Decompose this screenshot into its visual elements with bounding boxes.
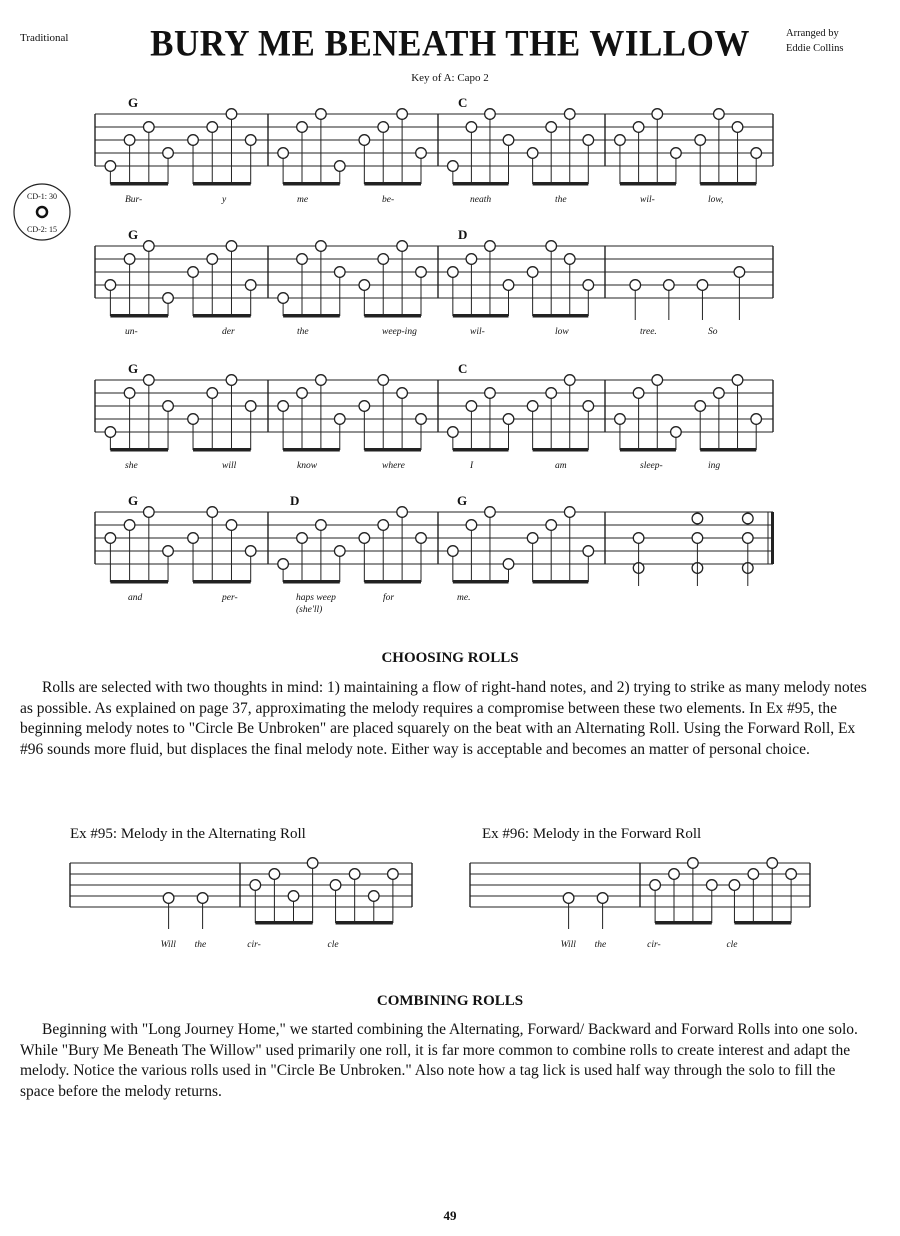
key-line: Key of A: Capo 2 — [411, 72, 489, 84]
tab-note — [527, 267, 538, 278]
tab-note — [368, 891, 379, 902]
note-beam — [283, 448, 340, 452]
example-lyric: cle — [327, 940, 339, 950]
tab-note — [316, 375, 327, 386]
tab-note — [144, 507, 155, 518]
tab-note — [743, 513, 754, 524]
tab-note — [349, 869, 360, 880]
tab-note — [615, 135, 626, 146]
note-beam — [283, 314, 340, 318]
tab-note — [226, 520, 237, 531]
chord-symbol-C: C — [458, 95, 468, 110]
tab-note — [144, 241, 155, 252]
example-96-title: Ex #96: Melody in the Forward Roll — [482, 826, 702, 842]
tab-note — [307, 858, 318, 869]
tab-note — [359, 533, 370, 544]
cd-hole-icon — [37, 207, 47, 217]
note-beam — [533, 182, 589, 186]
tab-note — [245, 135, 256, 146]
lyric-syllable: low — [555, 327, 569, 337]
chord-symbol-D: D — [458, 227, 468, 242]
tab-note — [633, 533, 644, 544]
tab-note — [416, 533, 427, 544]
tab-note — [485, 109, 496, 120]
tab-note — [546, 520, 557, 531]
tab-staff-system-3 — [95, 380, 773, 432]
tab-note — [226, 375, 237, 386]
tab-note — [330, 880, 341, 891]
example-lyric: cle — [726, 940, 738, 950]
lyric-syllable: me. — [457, 593, 471, 603]
tab-note — [751, 414, 762, 425]
note-beam — [700, 448, 756, 452]
tab-note — [207, 122, 218, 133]
tab-note — [334, 414, 345, 425]
tab-note — [650, 880, 661, 891]
tab-note — [583, 280, 594, 291]
chord-symbol-D: D — [290, 493, 300, 508]
example-staff-1 — [70, 863, 412, 907]
tab-note — [448, 267, 459, 278]
tab-note — [278, 148, 289, 159]
tab-note — [466, 122, 477, 133]
tab-note — [527, 401, 538, 412]
tab-note — [250, 880, 261, 891]
note-beam — [193, 580, 251, 584]
lyric-syllable: weep-ing — [382, 327, 417, 337]
note-beam — [700, 182, 756, 186]
lyric-syllable: un- — [125, 327, 138, 337]
tab-note — [269, 869, 280, 880]
tab-note — [633, 388, 644, 399]
tab-note — [503, 414, 514, 425]
tab-note — [546, 122, 557, 133]
tab-note — [546, 241, 557, 252]
lyric-syllable: wil- — [640, 195, 655, 205]
tab-note — [732, 375, 743, 386]
tab-note — [751, 148, 762, 159]
example-lyric: the — [594, 940, 607, 950]
tab-note — [297, 388, 308, 399]
note-beam — [620, 448, 676, 452]
lyric-syllable: and — [128, 593, 143, 603]
note-beam — [193, 314, 251, 318]
tab-note — [124, 388, 135, 399]
lyric-syllable: be- — [382, 195, 395, 205]
tab-note — [226, 109, 237, 120]
tab-note — [245, 280, 256, 291]
paragraph-choosing-rolls-text: Rolls are selected with two thoughts in mind: 1) maintaining a flow of right-hand notes, and 2) trying to strike as many melody notes as possible. As explained on page 37, approximating the melody requires a compromise between these two elements. In Ex #95, the beginning melody notes to "Circle Be Unbroken" are placed squarely on the beat with an Alternating Roll. Using the Forward Roll, Ex #96 sounds more fluid, but displaces the final melody note. Either way is acceptable and becomes an matter of personal choice. — [20, 679, 867, 758]
tab-note — [188, 533, 199, 544]
tab-note — [503, 559, 514, 570]
tab-note — [416, 148, 427, 159]
note-beam — [453, 314, 509, 318]
tab-note — [188, 135, 199, 146]
example-lyric: Will — [560, 940, 576, 950]
tab-note — [378, 520, 389, 531]
tab-note — [671, 427, 682, 438]
tab-note — [527, 148, 538, 159]
tab-note — [316, 520, 327, 531]
example-lyric: Will — [160, 940, 176, 950]
tab-note — [664, 280, 675, 291]
tab-note — [297, 254, 308, 265]
tab-note — [734, 267, 745, 278]
tab-note — [583, 135, 594, 146]
heading-choosing-rolls: CHOOSING ROLLS — [381, 650, 519, 666]
tab-note — [207, 388, 218, 399]
tab-note — [564, 507, 575, 518]
tab-note — [163, 401, 174, 412]
tab-note — [583, 546, 594, 557]
chord-symbol-C: C — [458, 361, 468, 376]
tab-note — [105, 161, 116, 172]
lyric-syllable: tree. — [640, 327, 657, 337]
note-beam — [364, 580, 421, 584]
chord-symbol-G: G — [128, 227, 139, 242]
tab-note — [163, 546, 174, 557]
tab-note — [448, 161, 459, 172]
chord-symbol-G: G — [128, 361, 139, 376]
note-beam — [453, 448, 509, 452]
note-beam — [533, 580, 589, 584]
tab-note — [278, 401, 289, 412]
lyric-syllable: for — [383, 593, 395, 603]
tab-note — [288, 891, 299, 902]
tab-note — [397, 241, 408, 252]
chord-symbol-G: G — [128, 95, 139, 110]
song-title: BURY ME BENEATH THE WILLOW — [150, 23, 750, 64]
tab-note — [297, 122, 308, 133]
note-beam — [364, 448, 421, 452]
note-beam — [110, 182, 168, 186]
example-95-title: Ex #95: Melody in the Alternating Roll — [70, 826, 306, 842]
paragraph-combining-rolls-text: Beginning with "Long Journey Home," we started combining the Alternating, Forward/ Backward and Forward Rolls into one solo. While "Bury Me Beneath The Willow" used primarily one roll, it is far more common to combine rolls to create interest and adapt the melody. Notice the various rolls used in "Circle Be Unbroken." Also note how a tag lick is used half way through the solo to fill the space before the melody returns. — [20, 1021, 858, 1100]
tab-note — [378, 254, 389, 265]
tab-note — [546, 388, 557, 399]
tab-note — [503, 280, 514, 291]
tab-note — [692, 533, 703, 544]
tab-note — [564, 375, 575, 386]
tab-note — [334, 267, 345, 278]
page-number: 49 — [443, 1208, 457, 1223]
note-beam — [655, 921, 712, 925]
tab-note — [359, 280, 370, 291]
paragraph-combining-rolls — [20, 1020, 872, 1102]
tab-note — [144, 122, 155, 133]
lyric-syllable: per- — [222, 593, 238, 603]
note-beam — [364, 182, 421, 186]
tab-note — [503, 135, 514, 146]
lyric-syllable: neath — [470, 195, 492, 205]
cd-track-1: CD-1: 30 — [27, 192, 57, 201]
lyric-syllable: I — [470, 461, 474, 471]
tab-note — [359, 135, 370, 146]
tab-note — [466, 520, 477, 531]
tab-note — [652, 375, 663, 386]
tab-note — [416, 267, 427, 278]
note-beam — [453, 182, 509, 186]
example-lyric: cir- — [247, 940, 261, 950]
lyric-syllable: haps weep — [296, 593, 336, 603]
heading-combining-rolls: COMBINING ROLLS — [376, 993, 524, 1009]
tab-note — [297, 533, 308, 544]
lyric-syllable: y — [222, 195, 227, 205]
lyric-syllable: wil- — [470, 327, 485, 337]
note-beam — [734, 921, 791, 925]
lyric-syllable: the — [555, 195, 567, 205]
lyric-syllable: am — [555, 461, 567, 471]
tab-note — [669, 869, 680, 880]
tab-note — [695, 135, 706, 146]
chord-symbol-G: G — [128, 493, 139, 508]
tab-note — [448, 427, 459, 438]
tab-note — [207, 507, 218, 518]
tab-note — [692, 513, 703, 524]
tab-note — [378, 122, 389, 133]
tab-note — [767, 858, 778, 869]
note-beam — [255, 921, 312, 925]
final-bar-thick — [771, 512, 774, 564]
example-staff-2 — [470, 863, 810, 907]
lyric-syllable: me — [297, 195, 309, 205]
tab-note — [397, 507, 408, 518]
tab-note — [416, 414, 427, 425]
note-beam — [193, 448, 251, 452]
tab-note — [688, 858, 699, 869]
note-beam — [110, 580, 168, 584]
tab-note — [748, 869, 759, 880]
tab-note — [105, 280, 116, 291]
tab-note — [245, 401, 256, 412]
lyric-syllable: she — [125, 461, 138, 471]
traditional-credit: Traditional — [20, 32, 69, 44]
example-lyric: cir- — [647, 940, 661, 950]
tab-note — [278, 293, 289, 304]
tab-note — [105, 533, 116, 544]
note-beam — [533, 314, 589, 318]
tab-note — [466, 401, 477, 412]
tab-note — [743, 533, 754, 544]
note-beam — [364, 314, 421, 318]
lyric-syllable: ing — [708, 461, 721, 471]
tab-note — [732, 122, 743, 133]
tab-note — [397, 388, 408, 399]
tab-note — [278, 559, 289, 570]
tab-note — [163, 148, 174, 159]
lyric-syllable: the — [297, 327, 309, 337]
paragraph-choosing-rolls — [20, 678, 872, 760]
tab-note — [597, 893, 608, 904]
tab-note — [245, 546, 256, 557]
tab-note — [729, 880, 740, 891]
lyric-syllable: Bur- — [125, 195, 143, 205]
arranger-name: Eddie Collins — [786, 43, 844, 54]
cd-track-2: CD-2: 15 — [27, 225, 57, 234]
note-beam — [620, 182, 676, 186]
tab-note — [388, 869, 399, 880]
tab-note — [695, 401, 706, 412]
chord-symbol-G: G — [457, 493, 468, 508]
tab-note — [564, 109, 575, 120]
tab-note — [697, 280, 708, 291]
tab-note — [124, 520, 135, 531]
tab-note — [105, 427, 116, 438]
tab-note — [671, 148, 682, 159]
tab-note — [188, 267, 199, 278]
lyric-syllable: sleep- — [640, 461, 663, 471]
tab-note — [316, 109, 327, 120]
note-beam — [110, 314, 168, 318]
note-beam — [336, 921, 393, 925]
tab-note — [163, 293, 174, 304]
lyric-syllable: low, — [708, 195, 724, 205]
tab-note — [124, 135, 135, 146]
tab-note — [359, 401, 370, 412]
lyric-syllable: So — [708, 327, 718, 337]
tab-note — [144, 375, 155, 386]
lyric-syllable: will — [222, 461, 237, 471]
tab-note — [334, 546, 345, 557]
lyric-syllable: (she'll) — [296, 605, 323, 615]
arranged-by-label: Arranged by — [786, 28, 839, 39]
example-lyric: the — [194, 940, 207, 950]
tab-note — [714, 109, 725, 120]
tab-note — [197, 893, 208, 904]
tab-note — [334, 161, 345, 172]
lyric-syllable: der — [222, 327, 235, 337]
tab-note — [786, 869, 797, 880]
tab-note — [527, 533, 538, 544]
note-beam — [533, 448, 589, 452]
tab-note — [466, 254, 477, 265]
tab-note — [563, 893, 574, 904]
tab-note — [485, 388, 496, 399]
tab-note — [163, 893, 174, 904]
tab-note — [583, 401, 594, 412]
tab-note — [652, 109, 663, 120]
tab-note — [207, 254, 218, 265]
note-beam — [453, 580, 509, 584]
tab-note — [188, 414, 199, 425]
tab-note — [633, 122, 644, 133]
tab-note — [124, 254, 135, 265]
tab-note — [706, 880, 717, 891]
tab-note — [630, 280, 641, 291]
lyric-syllable: know — [297, 461, 318, 471]
note-beam — [110, 448, 168, 452]
lyric-syllable: where — [382, 461, 405, 471]
tab-note — [485, 507, 496, 518]
note-beam — [283, 182, 340, 186]
tab-note — [448, 546, 459, 557]
tab-note — [226, 241, 237, 252]
tab-note — [714, 388, 725, 399]
tab-note — [615, 414, 626, 425]
note-beam — [193, 182, 251, 186]
tab-note — [485, 241, 496, 252]
tab-note — [378, 375, 389, 386]
tab-note — [316, 241, 327, 252]
tab-note — [397, 109, 408, 120]
note-beam — [283, 580, 340, 584]
tab-note — [564, 254, 575, 265]
